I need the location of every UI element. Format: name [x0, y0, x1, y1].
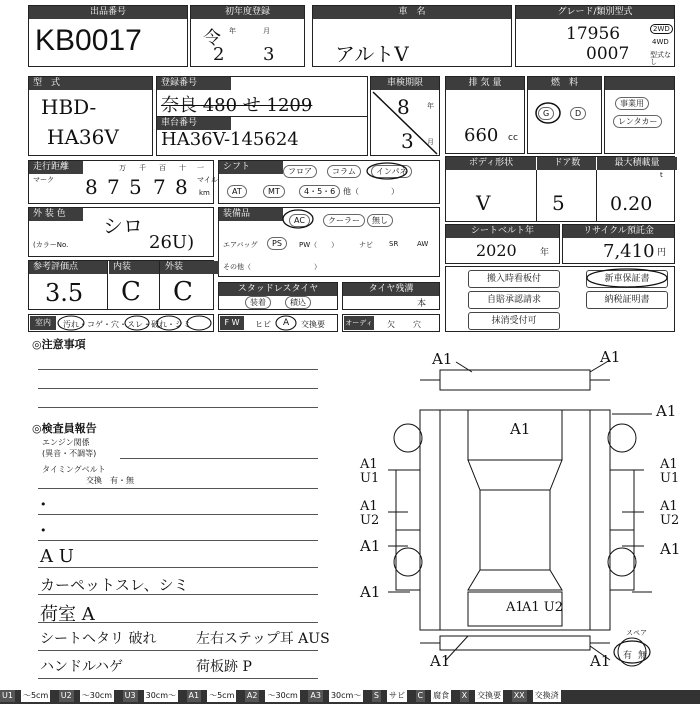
model-name-header: 車 名 — [313, 6, 511, 19]
left-front-door — [396, 470, 420, 530]
mileage-mark: マーク — [33, 176, 54, 184]
legend-u2-desc: ～30cm — [81, 691, 113, 700]
fuel-gasoline: G — [538, 107, 554, 120]
recycle-unit: 円 — [657, 248, 667, 258]
mileage-digit-5: 8 — [175, 175, 188, 199]
left-rear-wheel — [394, 548, 422, 576]
legend-x-desc: 交換要 — [477, 691, 502, 700]
inspection-header: 車検期限 — [371, 77, 439, 90]
timing-label: タイミングベルト — [42, 465, 106, 474]
model-name: アルトV — [335, 42, 409, 66]
mileage-unit-100: 百 — [159, 164, 166, 172]
right-rear-wheel — [608, 548, 636, 576]
equip-sr: SR — [389, 240, 399, 248]
shift-box — [218, 160, 440, 204]
exterior-grade: C — [173, 277, 193, 307]
studless-fitted: 装着 — [245, 296, 271, 309]
score-value: 3.5 — [45, 279, 84, 307]
color-code: 26U) — [149, 232, 195, 253]
recycle-header: リサイクル預託金 — [563, 225, 674, 238]
shift-other: 他（ ） — [343, 187, 399, 196]
legend-u3: U3 — [124, 691, 136, 700]
plate-box — [156, 76, 368, 156]
shift-column: コラム — [327, 165, 361, 178]
grade-code-2: 0007 — [586, 44, 630, 64]
inspection-year-unit: 年 — [427, 102, 434, 110]
inspection-year: 8 — [397, 95, 410, 119]
right-front-door — [610, 470, 634, 530]
seatbelt-unit: 年 — [540, 248, 550, 258]
legend-c: C — [417, 691, 424, 700]
mileage-mile: マイル — [197, 176, 218, 184]
engine-sub: (異音・不調等) — [42, 449, 97, 458]
doc-deregistration: 抹消受付可 — [468, 312, 560, 330]
equip-ps: PS — [267, 237, 287, 250]
model-type-header: 型 式 — [29, 77, 152, 90]
legend-a3-desc: 30cm～ — [330, 691, 362, 700]
mileage-unit-1: 一 — [197, 164, 204, 172]
lot-number-box — [28, 5, 188, 67]
doc-warranty: 新車保証書 — [586, 270, 668, 288]
diag-label-7: A1 U2 — [360, 499, 380, 528]
fw-crack: ヒビ — [255, 320, 271, 329]
legend-s: S — [373, 691, 379, 700]
displacement-unit: cc — [508, 133, 518, 143]
audio-box — [342, 314, 440, 341]
legend-x: X — [461, 691, 468, 700]
note-3: 荷室 A — [40, 604, 95, 625]
shift-gears: 4・5・6 — [299, 185, 340, 198]
recycle-box — [562, 224, 675, 264]
chassis-number: HA36V-145624 — [161, 129, 299, 150]
legend-a2-desc: ～30cm — [267, 691, 298, 700]
equip-airbag: エアバッグ — [223, 241, 258, 249]
grade-box — [515, 5, 675, 67]
drive-2wd: 2WD — [650, 24, 673, 34]
legend-xx: XX — [513, 691, 525, 700]
color-code-label: (カラーNo. — [33, 241, 69, 249]
usage-box — [604, 76, 675, 154]
seatbelt-year: 2020 — [476, 241, 517, 260]
seatbelt-box — [445, 224, 560, 264]
right-front-wheel — [608, 424, 636, 452]
note-4: シートヘタリ 破れ — [40, 631, 157, 647]
legend-a1: A1 — [188, 691, 200, 700]
load-header: 最大積載量 — [596, 157, 677, 170]
audio-hole: 穴 — [413, 320, 421, 329]
diag-label-2: A1 — [600, 348, 621, 366]
equipment-header: 装備品 — [219, 208, 283, 221]
mileage-digit-3: 5 — [129, 175, 142, 199]
displacement-box — [445, 76, 525, 154]
diag-label-3: A1 — [656, 402, 677, 420]
equip-navi: ナビ — [359, 241, 373, 249]
model-type-box — [28, 76, 153, 156]
legend-s-desc: サビ — [388, 691, 405, 700]
body-box — [445, 156, 675, 222]
doc-board: 搬入時看板付 — [468, 270, 560, 288]
studless-header: スタッドレスタイヤ — [219, 283, 337, 296]
equip-other: その他（ ） — [223, 263, 321, 271]
inspection-box — [370, 76, 440, 156]
exterior-header: 外装 — [161, 261, 219, 274]
body-outline — [420, 410, 610, 630]
equip-pw: PW（ ） — [299, 241, 339, 249]
left-front-wheel — [394, 424, 422, 452]
shift-header: シフト — [219, 161, 283, 174]
grades-box — [28, 260, 214, 310]
doc-insurance: 自賠承認請求 — [468, 291, 560, 309]
fuel-header: 燃 料 — [528, 77, 601, 90]
inspector-header: ◎検査員報告 — [32, 422, 97, 435]
no-model-type: 型式なし — [650, 51, 671, 66]
legend-a1-desc: ～5cm — [209, 691, 235, 700]
spare-no: 無 — [638, 651, 648, 661]
fuel-diesel: D — [570, 107, 586, 120]
mileage-unit-10k: 万 — [119, 164, 126, 172]
grade-code-1: 17956 — [566, 24, 621, 44]
body-type-header: ボディ形状 — [446, 157, 536, 170]
doors-value: 5 — [552, 191, 565, 215]
diag-label-6: A1 U1 — [660, 457, 680, 486]
fw-replace: 交換要 — [301, 320, 325, 329]
note-2: カーペットスレ、シミ — [40, 576, 189, 594]
studless-box — [218, 282, 338, 310]
mileage-unit-10: 十 — [179, 164, 186, 172]
shift-at: AT — [227, 185, 247, 198]
color-value: シロ — [103, 214, 143, 238]
spare-yes: 有 — [623, 651, 633, 661]
diag-label-8: A1 U2 — [660, 499, 680, 528]
legend-u3-desc: 30cm～ — [145, 691, 176, 700]
shift-floor: フロア — [283, 165, 317, 178]
registration-month: 3 — [263, 44, 275, 65]
note-1: A U — [40, 546, 74, 567]
equip-none: 無し — [367, 214, 393, 227]
interior-note-label: 室内 — [30, 316, 56, 330]
seatbelt-header: シートベルト年 — [446, 225, 559, 238]
fuel-box — [527, 76, 602, 154]
audio-missing: 欠 — [387, 320, 395, 329]
equipment-box — [218, 207, 440, 277]
rear-bumper — [440, 636, 590, 650]
mileage-km: km — [199, 189, 210, 197]
spare-label: スペア — [626, 629, 647, 637]
body-type-value: V — [476, 191, 491, 215]
chassis-header: 車台番号 — [157, 117, 231, 130]
documents-box — [445, 266, 675, 332]
shift-panel-circle — [365, 161, 409, 181]
usage-rental: レンタカー — [613, 115, 662, 128]
registration-month-unit: 月 — [263, 27, 270, 35]
rear-window — [468, 570, 562, 590]
front-bumper — [440, 370, 590, 390]
lot-number-header: 出品番号 — [29, 6, 187, 19]
mileage-box — [28, 160, 218, 204]
model-type-1: HBD- — [41, 95, 97, 119]
equip-ac: AC — [289, 214, 310, 227]
fw-box — [218, 314, 338, 332]
registration-year-unit: 年 — [229, 27, 236, 35]
fuel-circle — [534, 101, 562, 125]
plate-header: 登録番号 — [157, 77, 231, 90]
right-rear-door — [610, 530, 634, 590]
recycle-value: 7,410 — [603, 241, 655, 262]
legend-c-desc: 腐食 — [433, 691, 450, 700]
load-value: 0.20 — [610, 193, 653, 215]
mileage-header: 走行距離 — [29, 161, 83, 174]
registration-year: 2 — [213, 44, 225, 65]
diag-label-13: A1 — [590, 652, 611, 670]
load-unit: t — [660, 171, 663, 179]
equip-cooler: クーラー — [323, 214, 365, 227]
mileage-digit-2: 7 — [107, 175, 120, 199]
note-right-1: 左右ステップ耳 AUS — [196, 631, 330, 647]
lot-number: KB0017 — [35, 24, 142, 57]
shift-panel: インパネ — [371, 165, 412, 178]
model-type-2: HA36V — [47, 125, 119, 149]
displacement-value: 660 — [464, 125, 499, 146]
legend-u2: U2 — [60, 691, 72, 700]
damage-legend — [0, 690, 700, 704]
inspection-month-unit: 月 — [427, 138, 434, 146]
diag-label-4: A1 — [510, 420, 531, 438]
fw-a: A — [283, 318, 290, 328]
legend-u1-desc: ～5cm — [22, 691, 49, 700]
diag-label-1: A1 — [432, 350, 453, 368]
timing-sub: 交換 有・無 — [86, 476, 134, 485]
legend-a2: A2 — [246, 691, 258, 700]
model-name-box — [312, 5, 512, 67]
plate-number: 奈良 480 せ 1209 — [161, 95, 313, 116]
diag-label-5: A1 U1 — [360, 457, 380, 486]
color-box — [28, 207, 214, 257]
tire-tread-header: タイヤ残溝 — [343, 283, 439, 296]
usage-business: 事業用 — [615, 97, 649, 110]
legend-a3: A3 — [310, 691, 321, 700]
displacement-header: 排 気 量 — [446, 77, 524, 90]
tire-tread-box — [342, 282, 440, 310]
engine-label: エンジン関係 — [42, 438, 90, 447]
fw-label: F W — [220, 316, 244, 330]
diag-label-14: A1 — [506, 600, 524, 615]
diag-label-11: A1 — [360, 583, 381, 601]
interior-note-box — [28, 314, 214, 332]
interior-grade: C — [121, 277, 141, 307]
mileage-digit-4: 7 — [153, 175, 166, 199]
mileage-digit-1: 8 — [85, 175, 98, 199]
registration-era: 令 — [203, 28, 221, 49]
diag-label-12: A1 — [430, 652, 451, 670]
shift-mt: MT — [263, 185, 285, 198]
inspection-month: 3 — [401, 129, 414, 153]
doc-warranty-circle — [584, 267, 670, 289]
mileage-unit-1k: 千 — [139, 164, 146, 172]
grade-header: グレード/類別型式 — [516, 6, 674, 19]
windshield — [468, 460, 562, 490]
interior-note-value: 汚れ・コゲ・穴・スレ・破れ・シミ — [63, 320, 191, 329]
fw-circle — [275, 315, 297, 331]
drive-4wd: 4WD — [652, 38, 669, 46]
doors-header: ドア数 — [536, 157, 597, 170]
audio-label: オーディオ — [344, 316, 374, 330]
first-registration-header: 初年度登録 — [191, 6, 304, 19]
interior-header: 内装 — [109, 261, 163, 274]
studless-loaded: 積込 — [285, 296, 311, 309]
diag-label-15: A1 U2 — [522, 600, 564, 615]
diag-label-9: A1 — [360, 537, 381, 555]
diag-label-10: A1 — [660, 540, 681, 558]
first-registration-box — [190, 5, 305, 67]
note-right-2: 荷板跡 P — [196, 659, 252, 675]
legend-xx-desc: 交換済 — [534, 691, 559, 700]
left-rear-door — [396, 530, 420, 590]
tire-tread-unit: 本 — [417, 299, 427, 309]
equip-ac-circle — [281, 208, 315, 230]
score-header: 参考評価点 — [29, 261, 108, 274]
interior-note-circles — [57, 315, 213, 331]
equip-aw: AW — [417, 240, 429, 248]
legend-u1: U1 — [2, 691, 13, 700]
roof — [480, 490, 550, 570]
note-5: ハンドルハゲ — [40, 659, 124, 675]
doc-tax: 納税証明書 — [586, 291, 668, 309]
color-header: 外 装 色 — [29, 208, 83, 221]
caution-header: ◎注意事項 — [32, 338, 86, 351]
